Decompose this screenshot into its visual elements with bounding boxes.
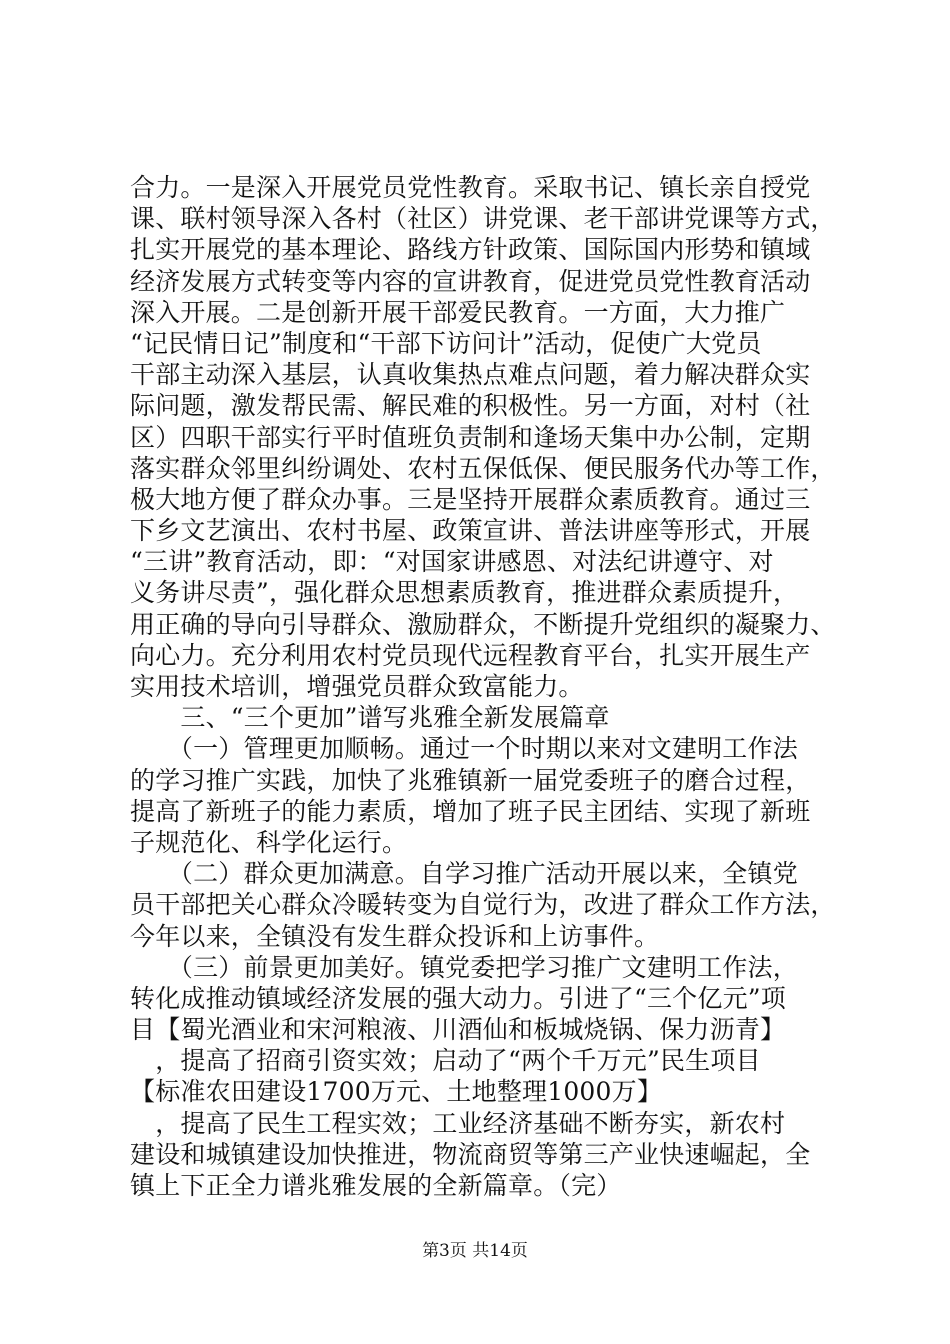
text-line: 今年以来，全镇没有发生群众投诉和上访事件。 bbox=[130, 921, 660, 951]
text-line: 经济发展方式转变等内容的宣讲教育，促进党员党性教育活动 bbox=[130, 266, 811, 296]
page-number-footer: 第3页 共14页 bbox=[422, 1241, 528, 1261]
text-line: 课、联村领导深入各村（社区）讲党课、老干部讲党课等方式， bbox=[130, 204, 836, 234]
text-line: ，提高了民生工程实效；工业经济基础不断夯实，新农村 bbox=[130, 1108, 786, 1138]
text-line: “记民情日记”制度和“干部下访问计”活动，促使广大党员 bbox=[130, 328, 762, 358]
text-line: 际问题，激发帮民需、解民难的积极性。另一方面，对村（社 bbox=[130, 391, 811, 421]
text-line: 子规范化、科学化运行。 bbox=[130, 827, 408, 857]
text-line: 【标准农田建设1700万元、土地整理1000万】 bbox=[130, 1077, 663, 1107]
text-line: 镇上下正全力谱兆雅发展的全新篇章。（完） bbox=[130, 1171, 622, 1200]
text-line: 的学习推广实践，加快了兆雅镇新一届党委班子的磨合过程， bbox=[130, 765, 811, 795]
text-line: “三讲”教育活动，即：“对国家讲感恩、对法纪讲遵守、对 bbox=[130, 547, 774, 577]
text-line: 极大地方便了群众办事。三是坚持开展群众素质教育。通过三 bbox=[130, 484, 811, 514]
text-line: 深入开展。二是创新开展干部爱民教育。一方面，大力推广 bbox=[130, 297, 786, 327]
text-line: 转化成推动镇域经济发展的强大动力。引进了“三个亿元”项 bbox=[130, 983, 786, 1013]
section-heading: 三、“三个更加”谱写兆雅全新发展篇章 bbox=[130, 703, 610, 733]
text-line: 下乡文艺演出、农村书屋、政策宣讲、普法讲座等形式，开展 bbox=[130, 516, 811, 546]
text-line: 区）四职干部实行平时值班负责制和逢场天集中办公制，定期 bbox=[130, 422, 811, 452]
text-line: 提高了新班子的能力素质，增加了班子民主团结、实现了新班 bbox=[130, 796, 811, 826]
text-line: 合力。一是深入开展党员党性教育。采取书记、镇长亲自授党 bbox=[130, 173, 811, 202]
text-line: ，提高了招商引资实效；启动了“两个千万元”民生项目 bbox=[130, 1046, 761, 1076]
text-line: 员干部把关心群众冷暖转变为自觉行为，改进了群众工作方法， bbox=[130, 890, 836, 920]
text-line: 落实群众邻里纠纷调处、农村五保低保、便民服务代办等工作， bbox=[130, 453, 836, 483]
text-line: 义务讲尽责”，强化群众思想素质教育，推进群众素质提升， bbox=[130, 578, 799, 608]
text-line: 目【蜀光酒业和宋河粮液、川酒仙和板城烧锅、保力沥青】 bbox=[130, 1015, 786, 1045]
body-text bbox=[130, 172, 836, 1201]
text-line: 干部主动深入基层，认真收集热点难点问题，着力解决群众实 bbox=[130, 360, 811, 390]
text-line: 向心力。充分利用农村党员现代远程教育平台，扎实开展生产 bbox=[130, 640, 811, 670]
text-line: 扎实开展党的基本理论、路线方针政策、国际国内形势和镇域 bbox=[130, 235, 811, 265]
text-line: 实用技术培训，增强党员群众致富能力。 bbox=[130, 672, 584, 701]
text-line: （三）前景更加美好。镇党委把学习推广文建明工作法， bbox=[130, 952, 798, 982]
text-line: （一）管理更加顺畅。通过一个时期以来对文建明工作法 bbox=[130, 734, 798, 764]
text-line: 用正确的导向引导群众、激励群众，不断提升党组织的凝聚力、 bbox=[130, 609, 836, 639]
text-line: （二）群众更加满意。自学习推广活动开展以来，全镇党 bbox=[130, 859, 798, 889]
text-line: 建设和城镇建设加快推进，物流商贸等第三产业快速崛起，全 bbox=[130, 1139, 811, 1169]
